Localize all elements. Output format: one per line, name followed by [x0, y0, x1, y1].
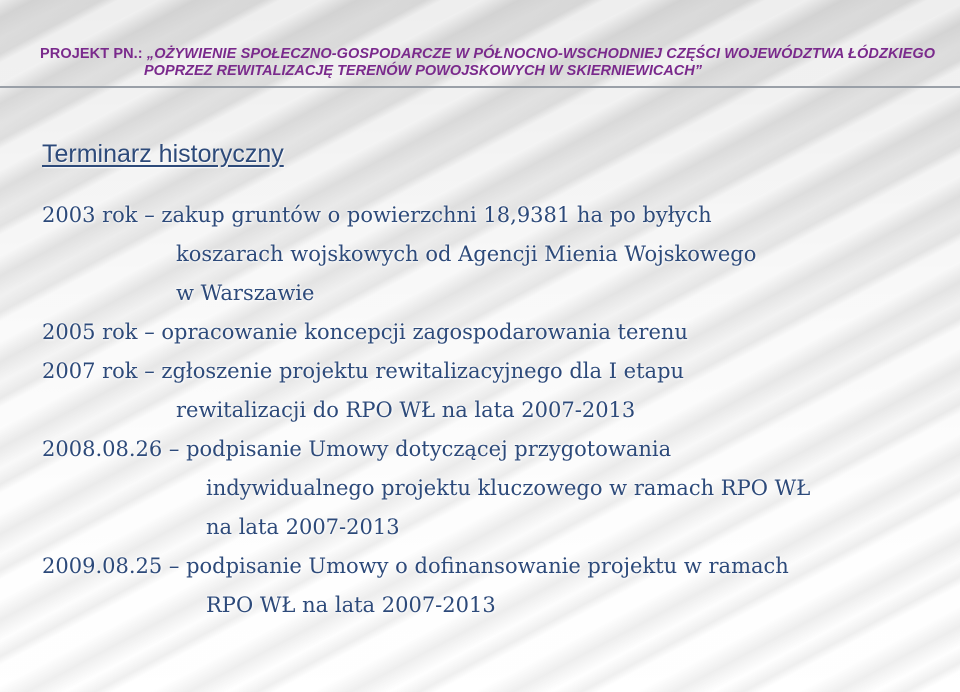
- project-header-line1: [40, 46, 940, 62]
- project-title-part1: „OŻYWIENIE SPOŁECZNO-GOSPODARCZE W PÓŁNOCNO-WSCHODNIEJ CZĘŚCI WOJEWÓDZTWA ŁÓDZKIEGO: [146, 46, 936, 62]
- project-title-part2: POPRZEZ REWITALIZACJĘ TERENÓW POWOJSKOWYCH W SKIERNIEWICACH”: [144, 63, 702, 79]
- project-header: [40, 46, 940, 79]
- entry-line: 2005 rok – opracowanie koncepcji zagospodarowania terenu: [42, 320, 688, 344]
- entry-line: 2009.08.25 – podpisanie Umowy o dofinansowanie projektu w ramach: [42, 554, 789, 578]
- header-divider: [0, 86, 960, 88]
- entry-line: 2003 rok – zakup gruntów o powierzchni 18,9381 ha po byłych: [42, 203, 712, 227]
- timeline-entry-2005: [42, 313, 942, 352]
- timeline-list: [42, 196, 942, 625]
- entry-line: 2008.08.26 – podpisanie Umowy dotyczącej przygotowania: [42, 437, 672, 461]
- entry-line: na lata 2007-2013: [206, 515, 400, 539]
- entry-line: RPO WŁ na lata 2007-2013: [206, 593, 496, 617]
- timeline-entry-2003: [42, 196, 942, 313]
- project-prefix: PROJEKT PN.:: [40, 46, 147, 62]
- entry-line: koszarach wojskowych od Agencji Mienia Wojskowego: [176, 242, 757, 266]
- timeline-entry-2007: [42, 352, 942, 430]
- entry-line: w Warszawie: [176, 281, 315, 305]
- page-title: Terminarz historyczny: [42, 140, 284, 168]
- timeline-entry-2009: [42, 547, 942, 625]
- entry-line: rewitalizacji do RPO WŁ na lata 2007-2013: [176, 398, 636, 422]
- entry-line: indywidualnego projektu kluczowego w ramach RPO WŁ: [206, 476, 811, 500]
- timeline-entry-2008: [42, 430, 942, 547]
- entry-line: 2007 rok – zgłoszenie projektu rewitalizacyjnego dla I etapu: [42, 359, 685, 383]
